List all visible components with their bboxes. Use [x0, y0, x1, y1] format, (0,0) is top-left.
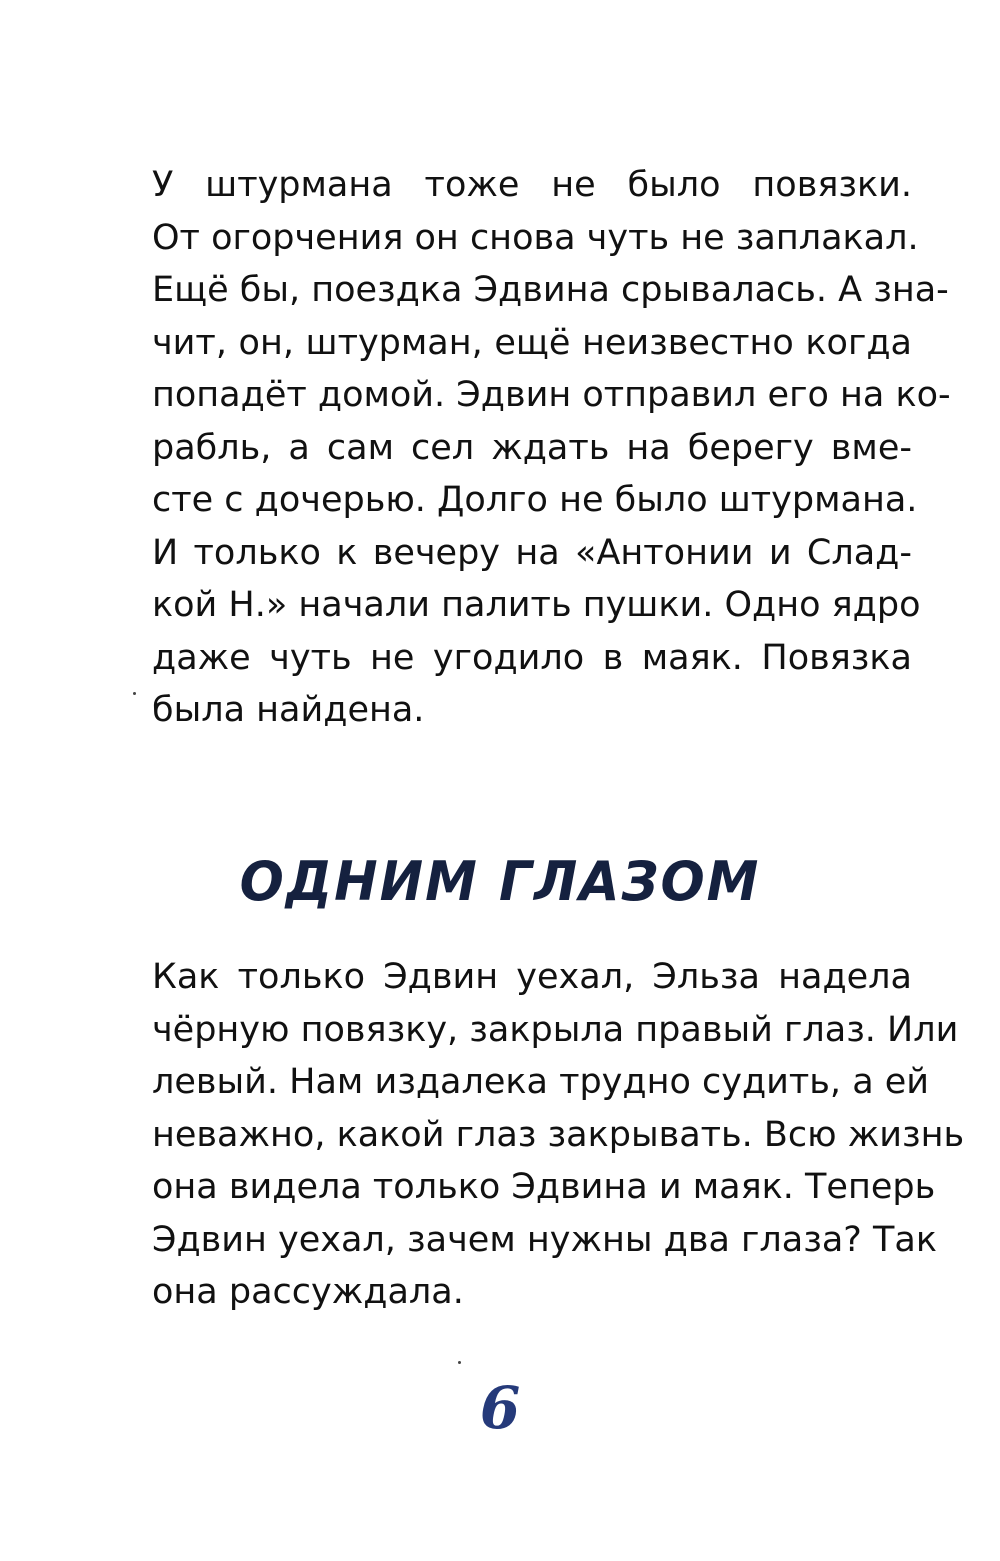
text-line: Эдвин уехал, зачем нужны два глаза? Так [152, 1219, 937, 1260]
chapter-heading: ОДНИМ ГЛАЗОМ [239, 850, 761, 914]
print-speck [133, 692, 136, 695]
text-line: попадёт домой. Эдвин отправил его на ко- [152, 375, 951, 415]
text-line: кой Н.» начали палить пушки. Одно ядро [152, 585, 921, 625]
text-line: неважно, какой глаз закрывать. Всю жизнь [152, 1114, 965, 1155]
paragraph-2 [152, 951, 965, 1319]
text-line: была найдена. [152, 690, 425, 730]
text-line: Ещё бы, поездка Эдвина срывалась. А зна- [152, 270, 949, 310]
text-line: И только к вечеру на «Антонии и Слад- [152, 532, 912, 573]
text-line: чёрную повязку, закрыла правый глаз. Или [152, 1009, 959, 1050]
text-line: Как только Эдвин уехал, Эльза надела [152, 957, 912, 997]
page-number: 6 [479, 1374, 521, 1442]
text-line: она рассуждала. [152, 1272, 464, 1312]
text-line: левый. Нам издалека трудно судить, а ей [152, 1062, 930, 1102]
text-line: она видела только Эдвина и маяк. Теперь [152, 1167, 936, 1207]
text-line: У штурмана тоже не было повязки. [152, 165, 912, 205]
text-line: рабль, а сам сел ждать на берегу вме- [152, 427, 912, 468]
text-line: чит, он, штурман, ещё неизвестно когда [152, 322, 912, 363]
text-line: От огорчения он снова чуть не заплакал. [152, 217, 919, 258]
paragraph-1 [152, 159, 951, 737]
text-line: даже чуть не угодило в маяк. Повязка [152, 637, 912, 678]
print-speck [458, 1361, 461, 1364]
text-line: сте с дочерью. Долго не было штурмана. [152, 480, 918, 520]
